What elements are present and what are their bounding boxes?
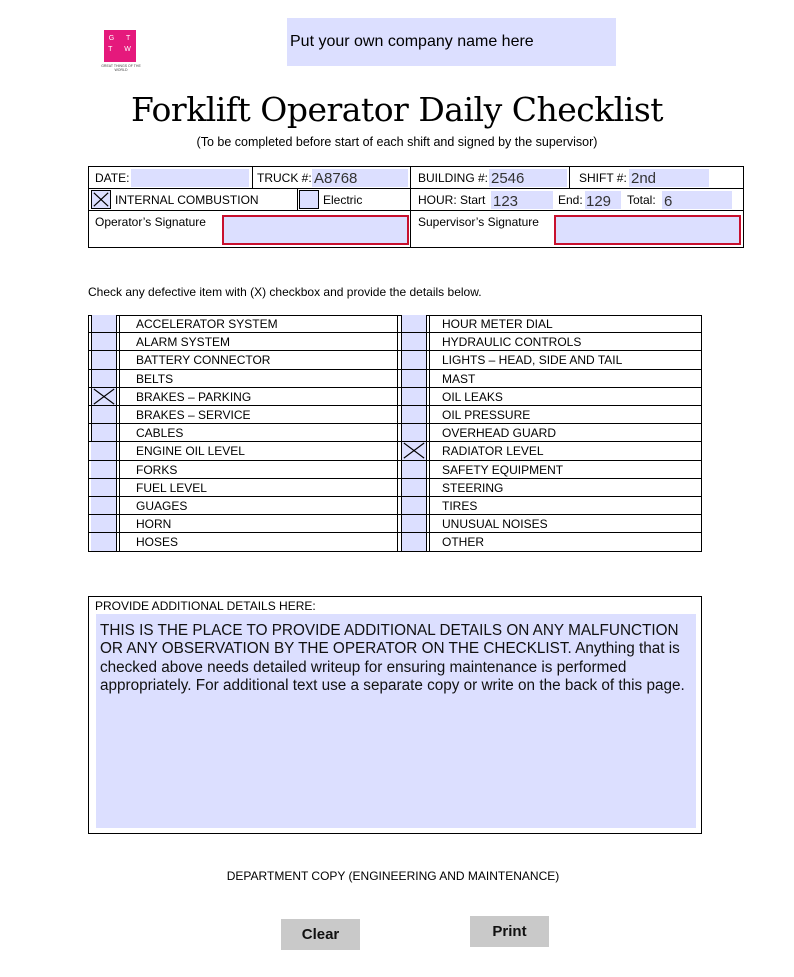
defect-checkbox[interactable] xyxy=(91,479,117,496)
internal-combustion-label: INTERNAL COMBUSTION xyxy=(115,193,259,207)
shift-label: SHIFT #: xyxy=(579,171,627,185)
date-input[interactable] xyxy=(131,169,249,187)
check-x-icon xyxy=(402,442,426,459)
department-copy-label: DEPARTMENT COPY (ENGINEERING AND MAINTENANCE) xyxy=(226,869,560,883)
end-label: End: xyxy=(558,193,583,207)
checklist-item-label: OIL PRESSURE xyxy=(442,408,531,422)
building-value: 2546 xyxy=(491,170,525,187)
defect-checkbox[interactable] xyxy=(91,461,117,478)
hour-start-value: 123 xyxy=(493,193,519,210)
checklist-item-label: BELTS xyxy=(136,371,174,386)
print-button[interactable]: Print xyxy=(470,916,549,947)
checklist-row xyxy=(88,442,398,460)
checklist-row xyxy=(398,442,702,460)
checklist-row xyxy=(398,424,702,442)
date-label: DATE: xyxy=(95,171,130,185)
checklist-row xyxy=(88,424,398,442)
hour-start-label: HOUR: Start xyxy=(418,193,486,207)
logo-line-2: T W xyxy=(108,46,136,53)
checklist-item-label: OIL LEAKS xyxy=(442,389,503,404)
defect-checkbox[interactable] xyxy=(401,497,427,514)
defect-checkbox[interactable] xyxy=(401,515,427,532)
checklist-item-label: LIGHTS – HEAD, SIDE AND TAIL xyxy=(442,353,623,368)
defect-checkbox[interactable] xyxy=(91,497,117,514)
defect-checkbox[interactable] xyxy=(401,424,427,441)
checklist-row xyxy=(88,533,398,551)
defect-checkbox[interactable] xyxy=(91,351,117,368)
operator-signature-field[interactable] xyxy=(222,215,409,245)
shift-value: 2nd xyxy=(631,170,657,187)
instruction-text: Check any defective item with (X) checkbox and provide the details below. xyxy=(88,285,482,299)
company-logo xyxy=(104,30,136,62)
checklist-item-label: OTHER xyxy=(442,535,484,550)
total-value: 6 xyxy=(664,193,673,210)
checklist-row xyxy=(398,315,702,333)
electric-label: Electric xyxy=(323,193,363,207)
checklist-row xyxy=(398,461,702,479)
defect-checkbox[interactable] xyxy=(91,333,117,350)
supervisor-signature-label: Supervisor’s Signature xyxy=(418,215,539,229)
total-input[interactable] xyxy=(662,191,732,209)
checklist-row xyxy=(88,333,398,351)
hour-start-input[interactable] xyxy=(491,191,553,209)
defect-checkbox[interactable] xyxy=(91,406,117,423)
checklist-row xyxy=(398,333,702,351)
internal-combustion-checkbox[interactable] xyxy=(91,190,111,209)
checklist-item-label: BRAKES – SERVICE xyxy=(136,408,251,422)
details-label: PROVIDE ADDITIONAL DETAILS HERE: xyxy=(95,599,316,613)
check-x-icon xyxy=(92,191,110,208)
defect-checkbox[interactable] xyxy=(401,333,427,350)
defect-checkbox[interactable] xyxy=(91,424,117,441)
details-textarea[interactable]: THIS IS THE PLACE TO PROVIDE ADDITIONAL DETAILS ON ANY MALFUNCTION OR ANY OBSERVATION BY THE OPERATOR ON THE CHECKLIST. Anything that is checked above needs detailed writeup for ensuring maintenance is performed appropriately. For additional text use a separate copy or write on the back of this page. xyxy=(96,614,696,828)
defect-checkbox[interactable] xyxy=(401,406,427,423)
hour-end-input[interactable] xyxy=(585,191,621,209)
building-input[interactable] xyxy=(489,169,567,187)
checklist-row xyxy=(398,479,702,497)
checklist-row xyxy=(88,406,398,424)
checklist-item-label: MAST xyxy=(442,371,476,386)
defect-checkbox[interactable] xyxy=(91,315,117,332)
checklist-row xyxy=(398,406,702,424)
checklist-item-label: SAFETY EQUIPMENT xyxy=(442,462,564,477)
check-x-icon xyxy=(92,388,116,405)
checklist-row xyxy=(88,515,398,533)
checklist-item-label: TIRES xyxy=(442,499,478,513)
checklist-row xyxy=(88,461,398,479)
checklist-item-label: FUEL LEVEL xyxy=(136,480,207,495)
checklist-row xyxy=(398,497,702,515)
header-table xyxy=(88,166,744,248)
checklist-row xyxy=(88,388,398,406)
defect-checkbox[interactable] xyxy=(401,315,427,332)
defect-checklist xyxy=(88,315,702,553)
checklist-item-label: RADIATOR LEVEL xyxy=(442,444,544,459)
checklist-item-label: OVERHEAD GUARD xyxy=(442,426,557,441)
checklist-item-label: HYDRAULIC CONTROLS xyxy=(442,335,582,350)
checklist-item-label: STEERING xyxy=(442,480,504,495)
checklist-row xyxy=(88,351,398,369)
checklist-item-label: ALARM SYSTEM xyxy=(136,335,231,350)
checklist-row xyxy=(398,533,702,551)
electric-checkbox[interactable] xyxy=(299,190,319,209)
shift-input[interactable] xyxy=(629,169,709,187)
checklist-item-label: HOSES xyxy=(136,535,179,550)
checklist-row xyxy=(398,515,702,533)
page-title: Forklift Operator Daily Checklist xyxy=(130,90,664,129)
checklist-row xyxy=(88,497,398,515)
defect-checkbox[interactable] xyxy=(91,442,117,459)
checklist-item-label: BRAKES – PARKING xyxy=(136,389,252,404)
defect-checkbox[interactable] xyxy=(401,442,427,459)
logo-line-1: G T xyxy=(108,35,136,42)
checklist-row xyxy=(88,370,398,388)
defect-checkbox[interactable] xyxy=(91,370,117,387)
defect-checkbox[interactable] xyxy=(401,479,427,496)
company-name-field[interactable]: Put your own company name here xyxy=(287,18,616,66)
defect-checkbox[interactable] xyxy=(91,533,117,550)
truck-input[interactable] xyxy=(312,169,408,187)
checklist-item-label: HOUR METER DIAL xyxy=(442,317,553,331)
checklist-item-label: ACCELERATOR SYSTEM xyxy=(136,317,278,331)
defect-checkbox[interactable] xyxy=(91,515,117,532)
checklist-item-label: ENGINE OIL LEVEL xyxy=(136,444,245,459)
checklist-row xyxy=(398,388,702,406)
checklist-item-label: GUAGES xyxy=(136,499,188,513)
checklist-row xyxy=(88,479,398,497)
checklist-item-label: HORN xyxy=(136,517,172,532)
defect-checkbox[interactable] xyxy=(401,461,427,478)
truck-label: TRUCK #: xyxy=(257,171,312,185)
checklist-item-label: BATTERY CONNECTOR xyxy=(136,353,271,368)
defect-checkbox[interactable] xyxy=(401,533,427,550)
clear-button[interactable]: Clear xyxy=(281,919,360,950)
operator-signature-label: Operator’s Signature xyxy=(95,215,206,229)
defect-checkbox[interactable] xyxy=(401,388,427,405)
checklist-item-label: CABLES xyxy=(136,426,184,441)
building-label: BUILDING #: xyxy=(418,171,489,185)
defect-checkbox[interactable] xyxy=(91,388,117,405)
supervisor-signature-field[interactable] xyxy=(554,215,741,245)
defect-checkbox[interactable] xyxy=(401,370,427,387)
checklist-item-label: UNUSUAL NOISES xyxy=(442,517,548,532)
checklist-row xyxy=(398,370,702,388)
logo-tagline: GREAT THINGS OF THE WORLD xyxy=(101,64,141,72)
defect-checkbox[interactable] xyxy=(401,351,427,368)
page-subtitle: (To be completed before start of each shift and signed by the supervisor) xyxy=(196,135,598,149)
total-label: Total: xyxy=(627,193,656,207)
checklist-row xyxy=(88,315,398,333)
hour-end-value: 129 xyxy=(586,193,612,210)
checklist-row xyxy=(398,351,702,369)
checklist-item-label: FORKS xyxy=(136,462,178,477)
truck-value: A8768 xyxy=(314,170,358,187)
